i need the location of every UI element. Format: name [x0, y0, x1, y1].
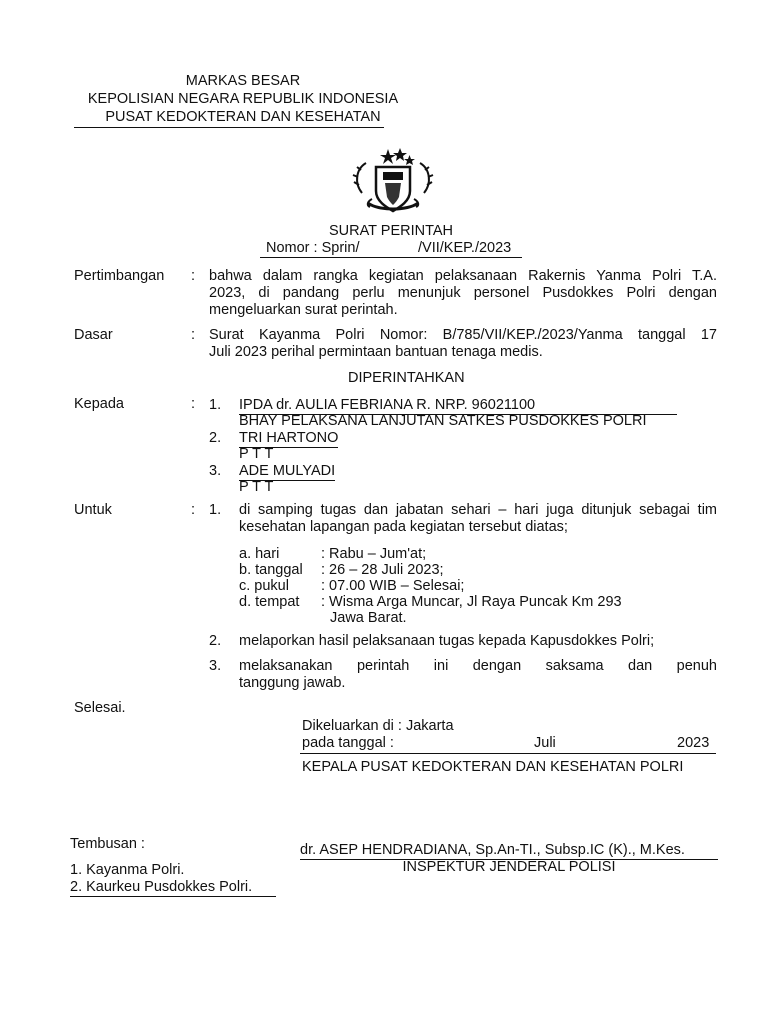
- untuk-item-3-line-1: melaksanakan perintah ini dengan saksama dan penuh: [239, 658, 717, 674]
- untuk-label: Untuk: [74, 502, 112, 518]
- untuk-item-2-number: 2.: [209, 633, 222, 649]
- pertimbangan-line-1: bahwa dalam rangka kegiatan pelaksanaan Rakernis Yanma Polri T.A.: [209, 268, 717, 284]
- header-line-1: MARKAS BESAR: [185, 73, 301, 89]
- issued-place: Dikeluarkan di : Jakarta: [302, 718, 454, 734]
- detail-tempat-value: : Wisma Arga Muncar, Jl Raya Puncak Km 293: [321, 594, 622, 610]
- pertimbangan-line-3: mengeluarkan surat perintah.: [209, 302, 398, 318]
- untuk-item-1-line-1: di samping tugas dan jabatan sehari – hari juga ditunjuk sebagai tim: [239, 502, 717, 518]
- untuk-item-2-text: melaporkan hasil pelaksanaan tugas kepada Kapusdokkes Polri;: [239, 633, 655, 649]
- dasar-line-1: Surat Kayanma Polri Nomor: B/785/VII/KEP./2023/Yanma tanggal 17: [209, 327, 717, 343]
- polri-emblem-icon: [348, 145, 438, 217]
- kepada-label: Kepada: [74, 396, 124, 412]
- header-line-2: KEPOLISIAN NEGARA REPUBLIK INDONESIA: [87, 91, 399, 107]
- detail-hari-value: : Rabu – Jum'at;: [321, 546, 427, 562]
- tembusan-item-1: 1. Kayanma Polri.: [70, 862, 185, 878]
- detail-hari-label: a. hari: [239, 546, 280, 562]
- issued-date-label: pada tanggal :: [302, 735, 394, 751]
- untuk-item-1-number: 1.: [209, 502, 222, 518]
- kepada-item-1-number: 1.: [209, 397, 222, 413]
- kepada-colon: :: [191, 396, 196, 412]
- selesai-text: Selesai.: [74, 700, 126, 716]
- header-line-3: PUSAT KEDOKTERAN DAN KESEHATAN: [105, 109, 381, 125]
- detail-tanggal-label: b. tanggal: [239, 562, 303, 578]
- untuk-item-1-line-2: kesehatan lapangan pada kegiatan tersebut diatas;: [239, 519, 568, 535]
- tembusan-item-2: 2. Kaurkeu Pusdokkes Polri.: [70, 879, 276, 897]
- kepada-item-1-role: BHAY PELAKSANA LANJUTAN SATKES PUSDOKKES POLRI: [239, 413, 647, 429]
- untuk-item-3-number: 3.: [209, 658, 222, 674]
- detail-pukul-label: c. pukul: [239, 578, 289, 594]
- kepada-item-2-role: P T T: [239, 446, 274, 462]
- header-rule: [74, 127, 384, 128]
- diperintahkan-heading: DIPERINTAHKAN: [348, 370, 465, 386]
- signatory-name: dr. ASEP HENDRADIANA, Sp.An-TI., Subsp.IC (K)., M.Kes.: [300, 842, 718, 860]
- document-title: SURAT PERINTAH: [328, 223, 454, 239]
- untuk-item-3-line-2: tanggung jawab.: [239, 675, 346, 691]
- dasar-colon: :: [191, 327, 196, 343]
- dasar-line-2: Juli 2023 perihal permintaan bantuan tenaga medis.: [209, 344, 543, 360]
- issued-rule: [300, 753, 716, 754]
- kepada-item-3-number: 3.: [209, 463, 222, 479]
- kepada-item-1-name: IPDA dr. AULIA FEBRIANA R. NRP. 96021100: [239, 397, 677, 415]
- pertimbangan-label: Pertimbangan: [74, 268, 165, 284]
- pertimbangan-line-2: 2023, di pandang perlu menunjuk personel Pusdokkes Polri dengan: [209, 285, 717, 301]
- kepada-item-3-role: P T T: [239, 479, 274, 495]
- kepada-item-3-name: ADE MULYADI: [239, 463, 336, 479]
- signatory-rank: INSPEKTUR JENDERAL POLISI: [402, 859, 616, 875]
- untuk-colon: :: [191, 502, 196, 518]
- issuer-position: KEPALA PUSAT KEDOKTERAN DAN KESEHATAN POLRI: [302, 759, 684, 775]
- kepada-item-2-name: TRI HARTONO: [239, 430, 339, 446]
- dasar-label: Dasar: [74, 327, 113, 343]
- detail-tempat-continuation: Jawa Barat.: [330, 610, 407, 626]
- document-number-label: Nomor : Sprin/: [266, 240, 360, 256]
- issued-month: Juli: [534, 735, 556, 751]
- kepada-item-2-number: 2.: [209, 430, 222, 446]
- tembusan-label: Tembusan :: [70, 836, 145, 852]
- detail-pukul-value: : 07.00 WIB – Selesai;: [321, 578, 465, 594]
- issued-year: 2023: [677, 735, 710, 751]
- title-rule: [260, 257, 522, 258]
- detail-tanggal-value: : 26 – 28 Juli 2023;: [321, 562, 444, 578]
- document-number-suffix: /VII/KEP./2023: [418, 240, 512, 256]
- detail-tempat-label: d. tempat: [239, 594, 300, 610]
- pertimbangan-colon: :: [191, 268, 196, 284]
